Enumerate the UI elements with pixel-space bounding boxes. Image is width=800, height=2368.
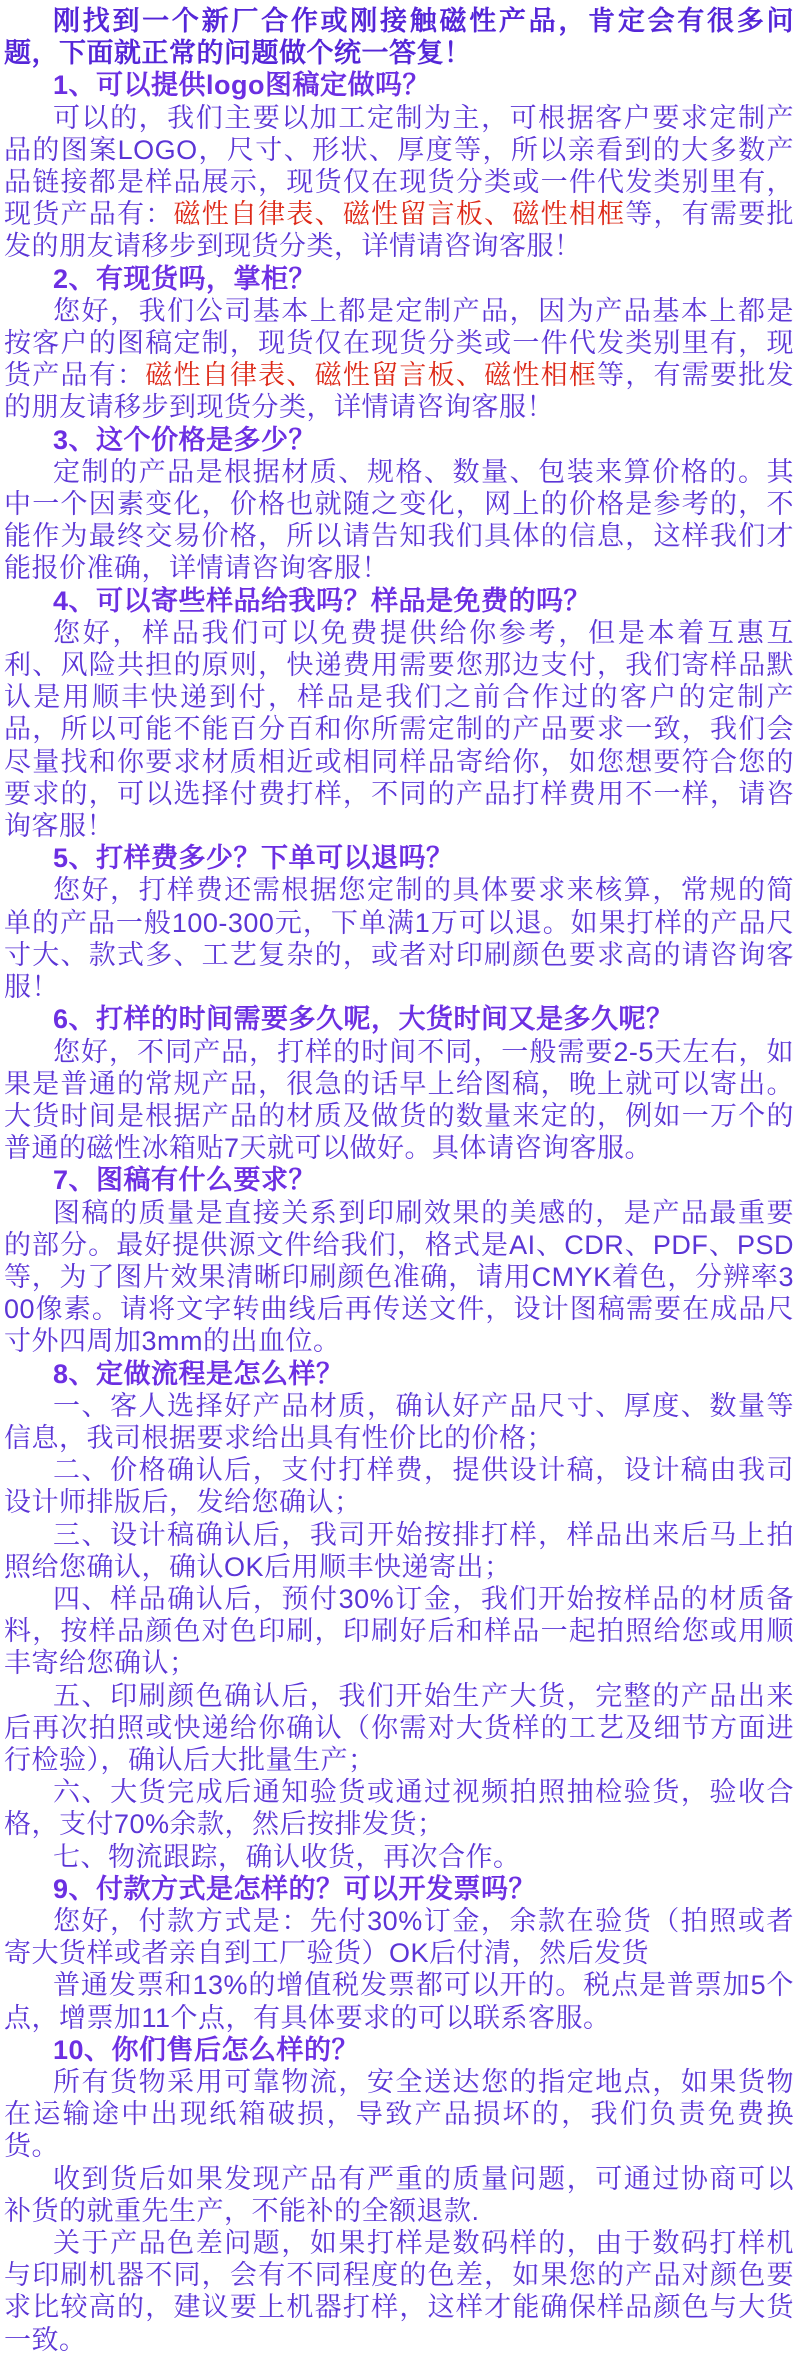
- question-heading: [4, 424, 794, 456]
- question-heading: [4, 585, 794, 617]
- text-segment: 等，有需要批发的朋友请移步到现货分类，详情请咨询客服！: [4, 360, 795, 423]
- text-segment: 三、设计稿确认后，我司开始按排打样，样品出来后马上拍照给您确认，确认OK后用顺丰快递寄出；: [4, 1519, 794, 1582]
- text-segment: 您好，不同产品，打样的时间不同，一般需要2-5天左右，如果是普通的常规产品，很急的话早上给图稿，晚上就可以寄出。大货时间是根据产品的材质及做货的数量来定的，例如一万个的普通的磁性冰箱贴7天就可以做好。具体请咨询客服。: [4, 1036, 794, 1164]
- answer-paragraph: [4, 1841, 794, 1873]
- intro-paragraph: [4, 5, 794, 69]
- text-segment: 刚找到一个新厂合作或刚接触磁性产品，肯定会有很多问题，下面就正常的问题做个统一答复！: [4, 6, 794, 69]
- answer-paragraph: [4, 1776, 794, 1840]
- text-segment: 7、图稿有什么要求？: [53, 1165, 317, 1196]
- answer-paragraph: [4, 456, 794, 585]
- text-segment: 2、有现货吗，掌柜？: [53, 263, 317, 294]
- text-segment: 定制的产品是根据材质、规格、数量、包装来算价格的。其中一个因素变化，价格也就随之变化，网上的价格是参考的，不能作为最终交易价格，所以请告知我们具体的信息，这样我们才能报价准确，详情请咨询客服！: [4, 456, 794, 584]
- text-segment: 3、这个价格是多少？: [53, 424, 317, 455]
- text-segment: 一、客人选择好产品材质，确认好产品尺寸、厚度、数量等信息，我司根据要求给出具有性价比的价格；: [4, 1390, 794, 1453]
- answer-paragraph: [4, 102, 794, 263]
- answer-paragraph: [4, 295, 794, 424]
- text-segment: 等，有需要批发的朋友请移步到现货分类，详情请咨询客服！: [4, 199, 795, 262]
- question-heading: [4, 842, 794, 874]
- answer-paragraph: [4, 1390, 794, 1454]
- text-segment: 五、印刷颜色确认后，我们开始生产大货，完整的产品出来后再次拍照或快递给你确认（你需对大货样的工艺及细节方面进行检验），确认后大批量生产；: [4, 1680, 794, 1775]
- question-heading: [4, 2034, 794, 2066]
- answer-paragraph: [4, 2227, 794, 2356]
- text-segment: 您好，样品我们可以免费提供给你参考，但是本着互惠互利、风险共担的原则，快递费用需要您那边支付，我们寄样品默认是用顺丰快递到付，样品是我们之前合作过的客户的定制产品，所以可能不能百分百和你所需定制的产品要求一致，我们会尽量找和你要求材质相近或相同样品寄给你，如您想要符合您的要求的，可以选择付费打样，不同的产品打样费用不一样，请咨询客服！: [4, 617, 794, 842]
- question-heading: [4, 1164, 794, 1196]
- text-segment: 普通发票和13%的增值税发票都可以开的。税点是普票加5个点，增票加11个点，有具体要求的可以联系客服。: [4, 1970, 794, 2033]
- answer-paragraph: [4, 2066, 794, 2163]
- question-heading: [4, 263, 794, 295]
- text-segment: 9、付款方式是怎样的？可以开发票吗？: [53, 1873, 537, 1904]
- question-heading: [4, 1873, 794, 1905]
- answer-paragraph: [4, 1454, 794, 1518]
- answer-paragraph: [4, 1680, 794, 1777]
- text-segment: 关于产品色差问题，如果打样是数码样的，由于数码打样机与印刷机器不同，会有不同程度的色差，如果您的产品对颜色要求比较高的，建议要上机器打样，这样才能确保样品颜色与大货一致。: [4, 2228, 794, 2355]
- answer-paragraph: [4, 1969, 794, 2033]
- question-heading: [4, 1003, 794, 1035]
- text-segment: 6、打样的时间需要多久呢，大货时间又是多久呢？: [53, 1004, 674, 1035]
- text-segment: 4、可以寄些样品给我吗？样品是免费的吗？: [53, 585, 592, 616]
- answer-paragraph: [4, 1905, 794, 1969]
- text-segment: 图稿的质量是直接关系到印刷效果的美感的，是产品最重要的部分。最好提供源文件给我们，格式是AI、CDR、PDF、PSD等，为了图片效果清晰印刷颜色准确，请用CMYK着色，分辨率300像素。请将文字转曲线后再传送文件，设计图稿需要在成品尺寸外四周加3mm的出血位。: [4, 1197, 794, 1357]
- text-segment: 四、样品确认后，预付30%订金，我们开始按样品的材质备料，按样品颜色对色印刷，印刷好后和样品一起拍照给您或用顺丰寄给您确认；: [4, 1583, 794, 1679]
- text-segment: 二、价格确认后，支付打样费，提供设计稿，设计稿由我司设计师排版后，发给您确认；: [4, 1455, 794, 1518]
- text-segment: 5、打样费多少？下单可以退吗？: [53, 843, 454, 874]
- text-segment: 六、大货完成后通知验货或通过视频拍照抽检验货，验收合格，支付70%余款，然后按排发货；: [4, 1777, 794, 1840]
- highlighted-product-names: 磁性自律表、磁性留言板、磁性相框: [173, 199, 626, 230]
- text-segment: 10、你们售后怎么样的？: [53, 2034, 360, 2065]
- text-segment: 所有货物采用可靠物流，安全送达您的指定地点，如果货物在运输途中出现纸箱破损，导致产品损坏的，我们负责免费换货。: [4, 2067, 794, 2162]
- answer-paragraph: [4, 1519, 794, 1583]
- text-segment: 可以的，我们主要以加工定制为主，可根据客户要求定制产品的图案LOGO，尺寸、形状、厚度等，所以亲看到的大多数产品链接都是样品展示，现货仅在现货分类或一件代发类别里有，现货产品有：: [4, 102, 794, 230]
- text-segment: 您好，付款方式是：先付30%订金，余款在验货（拍照或者寄大货样或者亲自到工厂验货）OK后付清，然后发货: [4, 1905, 794, 1969]
- answer-paragraph: [4, 1036, 794, 1165]
- question-heading: [4, 69, 794, 101]
- answer-paragraph: [4, 617, 794, 842]
- text-segment: 您好，我们公司基本上都是定制产品，因为产品基本上都是按客户的图稿定制，现货仅在现货分类或一件代发类别里有，现货产品有：: [4, 295, 794, 391]
- text-segment: 收到货后如果发现产品有严重的质量问题，可通过协商可以补货的就重先生产，不能补的全额退款.: [4, 2163, 794, 2226]
- text-segment: 8、定做流程是怎么样？: [53, 1358, 344, 1389]
- text-segment: 您好，打样费还需根据您定制的具体要求来核算，常规的简单的产品一般100-300元，下单满1万可以退。如果打样的产品尺寸大、款式多、工艺复杂的，或者对印刷颜色要求高的请咨询客服！: [4, 875, 794, 1003]
- question-heading: [4, 1358, 794, 1390]
- text-segment: 1、可以提供logo图稿定做吗？: [53, 70, 430, 101]
- answer-paragraph: [4, 1197, 794, 1358]
- text-segment: 七、物流跟踪，确认收货，再次合作。: [53, 1841, 521, 1872]
- answer-paragraph: [4, 1583, 794, 1680]
- highlighted-product-names: 磁性自律表、磁性留言板、磁性相框: [145, 360, 598, 391]
- answer-paragraph: [4, 2163, 794, 2227]
- answer-paragraph: [4, 874, 794, 1003]
